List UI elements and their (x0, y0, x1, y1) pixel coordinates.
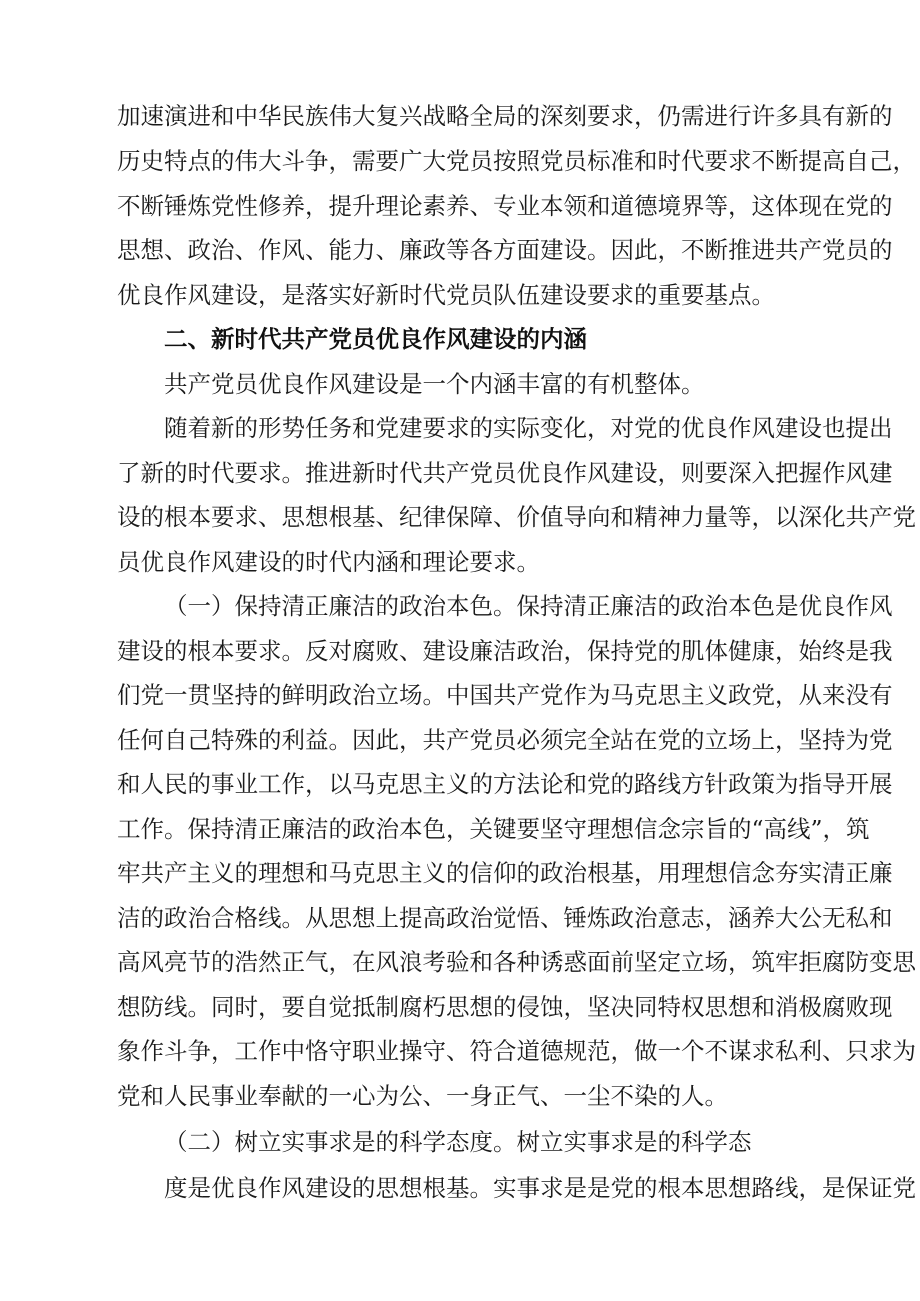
section-lead: 共产党员优良作风建设是一个内涵丰富的有机整体。 (164, 370, 705, 398)
intro-line-4: 思想、政治、作风、能力、廉政等各方面建设。因此，不断推进共产党员的 (117, 236, 893, 264)
subsection-1-line-5: 和人民的事业工作，以马克思主义的方法论和党的路线方针政策为指导开展 (117, 770, 893, 798)
section-paragraph-line-1: 随着新的形势任务和党建要求的实际变化，对党的优良作风建设也提出 (164, 414, 893, 442)
intro-line-2: 历史特点的伟大斗争，需要广大党员按照党员标准和时代要求不断提高自己， (117, 147, 916, 175)
subsection-1-line-9: 高风亮节的浩然正气，在风浪考验和各种诱惑面前坚定立场，筑牢拒腐防变思 (117, 948, 916, 976)
subsection-2-line-2: 度是优良作风建设的思想根基。实事求是是党的根本思想路线，是保证党 (164, 1174, 916, 1202)
section-paragraph-line-3: 设的根本要求、思想根基、纪律保障、价值导向和精神力量等，以深化共产党 (117, 503, 916, 531)
section-paragraph-line-2: 了新的时代要求。推进新时代共产党员优良作风建设，则要深入把握作风建 (117, 459, 893, 487)
subsection-1-line-2: 建设的根本要求。反对腐败、建设廉洁政治，保持党的肌体健康，始终是我 (117, 637, 893, 665)
subsection-1-line-4: 任何自己特殊的利益。因此，共产党员必须完全站在党的立场上，坚持为党 (117, 726, 893, 754)
subsection-1-line-3: 们党一贯坚持的鲜明政治立场。中国共产党作为马克思主义政党，从来没有 (117, 681, 893, 709)
subsection-1-line-12: 党和人民事业奉献的一心为公、一身正气、一尘不染的人。 (117, 1082, 728, 1110)
intro-line-5: 优良作风建设，是落实好新时代党员队伍建设要求的重要基点。 (117, 281, 775, 309)
intro-line-3: 不断锤炼党性修养，提升理论素养、专业本领和道德境界等，这体现在党的 (117, 192, 893, 220)
subsection-2-line-1: （二）树立实事求是的科学态度。树立实事求是的科学态 (164, 1128, 752, 1156)
subsection-1-line-11: 象作斗争，工作中恪守职业操守、符合道德规范，做一个不谋求私利、只求为 (117, 1037, 916, 1065)
subsection-1-line-1: （一）保持清正廉洁的政治本色。保持清正廉洁的政治本色是优良作风 (164, 592, 893, 620)
subsection-1-line-7: 牢共产主义的理想和马克思主义的信仰的政治根基，用理想信念夯实清正廉 (117, 859, 893, 887)
intro-line-1: 加速演进和中华民族伟大复兴战略全局的深刻要求，仍需进行许多具有新的 (117, 102, 893, 130)
section-paragraph-line-4: 员优良作风建设的时代内涵和理论要求。 (117, 548, 540, 576)
subsection-1-line-6: 工作。保持清正廉洁的政治本色，关键要坚守理想信念宗旨的“高线”，筑 (117, 815, 870, 843)
section-heading: 二、新时代共产党员优良作风建设的内涵 (164, 325, 587, 353)
subsection-1-line-8: 洁的政治合格线。从思想上提高政治觉悟、锤炼政治意志，涵养大公无私和 (117, 904, 893, 932)
subsection-1-line-10: 想防线。同时，要自觉抵制腐朽思想的侵蚀，坚决同特权思想和消极腐败现 (117, 993, 893, 1021)
